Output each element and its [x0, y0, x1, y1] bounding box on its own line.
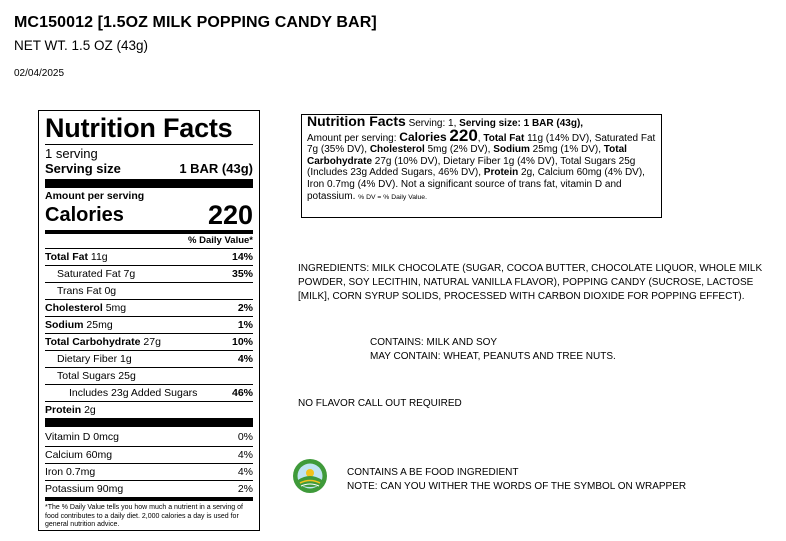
calories-label: Calories [45, 204, 124, 226]
label-date: 02/04/2025 [14, 68, 65, 79]
nutrient-row [45, 333, 253, 350]
nutrient-amount: 0g [104, 285, 117, 297]
linear-nutrition-label: Nutrition Facts Serving: 1, Serving size: 1 BAR (43g), Amount per serving: Calories 220, Total Fat 11g (14% DV), Saturated Fat 7g (35% DV), Cholesterol 5mg (2% DV), Sodium 25mg (1% DV), Total Carbohydrate 27g (10% DV), Dietary Fiber 1g (4% DV), Total Sugars 25g (Includes 23g Added Sugars, 46% DV), Protein 2g, Calcium 60mg (4% DV), Iron 0.7mg (4% DV). Not a significant source of trans fat, vitamin D and potassium. % DV = % Daily Value. [301, 114, 662, 218]
nutrient-dv: 4% [237, 353, 253, 365]
vitamin-dv: 2% [237, 483, 253, 495]
vitamin-label: Potassium 90mg [45, 483, 124, 495]
thick-divider [45, 179, 253, 188]
linear-sugars: Total Sugars 25g (Includes 23g Added Sugars, 46% DV), [307, 155, 636, 179]
vitamin-dv: 0% [237, 431, 253, 443]
vitamin-row [45, 463, 253, 480]
nutrient-label: Saturated Fat [57, 268, 121, 280]
nutrient-label: Cholesterol [45, 302, 103, 314]
nutrient-amount: 2g [84, 404, 96, 416]
nutrient-dv: 46% [231, 387, 253, 399]
ingredients-statement: INGREDIENTS: MILK CHOCOLATE (SUGAR, COCOA BUTTER, CHOCOLATE LIQUOR, WHOLE MILK POWDER, SOY LECITHIN, NATURAL VANILLA FLAVOR), POPPING CANDY (SUCROSE, LACTOSE [MILK], CORN SYRUP SOLIDS, PROCESSED WITH CARBON DIOXIDE FOR POPPING EFFECT). [298, 263, 763, 302]
allergen-block [370, 336, 616, 363]
vitamin-row [45, 429, 253, 446]
linear-total-fat-value: 11g (14% DV), [527, 132, 592, 144]
linear-calories-label: Calories [399, 129, 447, 144]
nutrient-amount: 1g [120, 353, 132, 365]
nutrient-dv: 2% [237, 302, 253, 314]
calories-value: 220 [207, 200, 253, 230]
be-food-line2: NOTE: CAN YOU WITHER THE WORDS OF THE SYMBOL ON WRAPPER [347, 480, 687, 492]
nutrient-row [45, 282, 253, 299]
calories-row [45, 202, 253, 228]
vitamin-row [45, 480, 253, 497]
divider [45, 144, 253, 145]
nutrition-facts-panel [38, 110, 260, 531]
net-weight: NET WT. 1.5 OZ (43g) [14, 38, 149, 53]
linear-protein-value: 2g, [521, 167, 535, 179]
vitamin-label: Calcium 60mg [45, 449, 113, 461]
product-title: MC150012 [1.5OZ MILK POPPING CANDY BAR] [14, 14, 377, 31]
linear-sodium-value: 25mg (1% DV), [532, 144, 601, 156]
nutrient-dv: 10% [231, 336, 253, 348]
nutrient-label: Protein [45, 404, 82, 416]
nutrition-facts-title: Nutrition Facts [45, 113, 233, 143]
bioengineered-food-icon [292, 458, 328, 494]
linear-minerals: Calcium 60mg (4% DV), Iron 0.7mg (4% DV). Not a significant source of trans fat, vitamin D and potassium. [307, 167, 645, 202]
nutrient-amount: 5mg [105, 302, 127, 314]
linear-title: Nutrition Facts [307, 113, 406, 129]
nutrient-label: Total Sugars [57, 370, 116, 382]
linear-sodium-label: Sodium [493, 144, 530, 156]
linear-serving-size: Serving size: 1 BAR (43g), [459, 118, 584, 129]
nutrient-row [45, 401, 253, 418]
linear-dv-note: % DV = % Daily Value. [358, 193, 427, 201]
vitamin-dv: 4% [237, 466, 253, 478]
nutrient-amount: 11g [90, 251, 108, 263]
be-food-notice [347, 466, 686, 493]
daily-value-footnote: *The % Daily Value tells you how much a nutrient in a serving of food contributes to a daily diet. 2,000 calories a day is used for general nutrition advice. [45, 497, 253, 530]
amount-per-serving: Amount per serving [45, 190, 145, 202]
nutrient-dv: 35% [231, 268, 253, 280]
thick-divider [45, 418, 253, 427]
nutrient-amount: 25mg [86, 319, 113, 331]
linear-amount: Amount per serving: [307, 132, 397, 144]
flavor-note: NO FLAVOR CALL OUT REQUIRED [298, 398, 462, 409]
nutrient-dv: 1% [237, 319, 253, 331]
nutrient-row [45, 384, 253, 401]
nutrient-amount: 25g [118, 370, 136, 382]
daily-value-header: % Daily Value* [45, 230, 253, 248]
nutrient-row [45, 265, 253, 282]
serving-size-value: 1 BAR (43g) [179, 161, 253, 176]
linear-sat-fat: Saturated Fat 7g (35% DV), [307, 132, 656, 156]
linear-carb-label: Total Carbohydrate [307, 144, 627, 167]
nutrient-row [45, 248, 253, 265]
linear-cholesterol-value: 5mg (2% DV), [427, 144, 491, 156]
be-food-line1: CONTAINS A BE FOOD INGREDIENT [347, 467, 519, 478]
linear-servings: Serving: 1, [408, 118, 457, 129]
nutrient-dv: 14% [231, 251, 253, 263]
nutrient-amount: 27g [143, 336, 161, 348]
nutrient-label: Sodium [45, 319, 84, 331]
vitamin-label: Vitamin D 0mcg [45, 431, 119, 443]
nutrient-row [45, 316, 253, 333]
nutrient-amount: 7g [123, 268, 136, 280]
servings-per-container: 1 serving [45, 146, 98, 161]
nutrient-label: Dietary Fiber [57, 353, 118, 365]
linear-protein-label: Protein [483, 167, 519, 179]
linear-cholesterol-label: Cholesterol [369, 144, 425, 156]
vitamin-row [45, 446, 253, 463]
nutrient-row [45, 367, 253, 384]
vitamin-label: Iron 0.7mg [45, 466, 96, 478]
may-contain-statement: MAY CONTAIN: WHEAT, PEANUTS AND TREE NUTS. [370, 350, 616, 362]
linear-calories-value: 220 [449, 125, 478, 145]
linear-carb-value: 27g (10% DV), [374, 155, 441, 167]
nutrient-row [45, 350, 253, 367]
serving-size-label: Serving size [45, 161, 121, 176]
contains-statement: CONTAINS: MILK AND SOY [370, 337, 498, 348]
nutrient-label: Total Fat [45, 251, 88, 263]
linear-total-fat-label: Total Fat [483, 132, 525, 144]
nutrient-label: Includes 23g Added Sugars [69, 387, 198, 399]
linear-fiber: Dietary Fiber 1g (4% DV), [443, 155, 558, 167]
vitamin-dv: 4% [237, 449, 253, 461]
nutrient-row [45, 299, 253, 316]
nutrient-label: Trans Fat [57, 285, 102, 297]
serving-size-row [45, 161, 253, 177]
nutrient-label: Total Carbohydrate [45, 336, 141, 348]
